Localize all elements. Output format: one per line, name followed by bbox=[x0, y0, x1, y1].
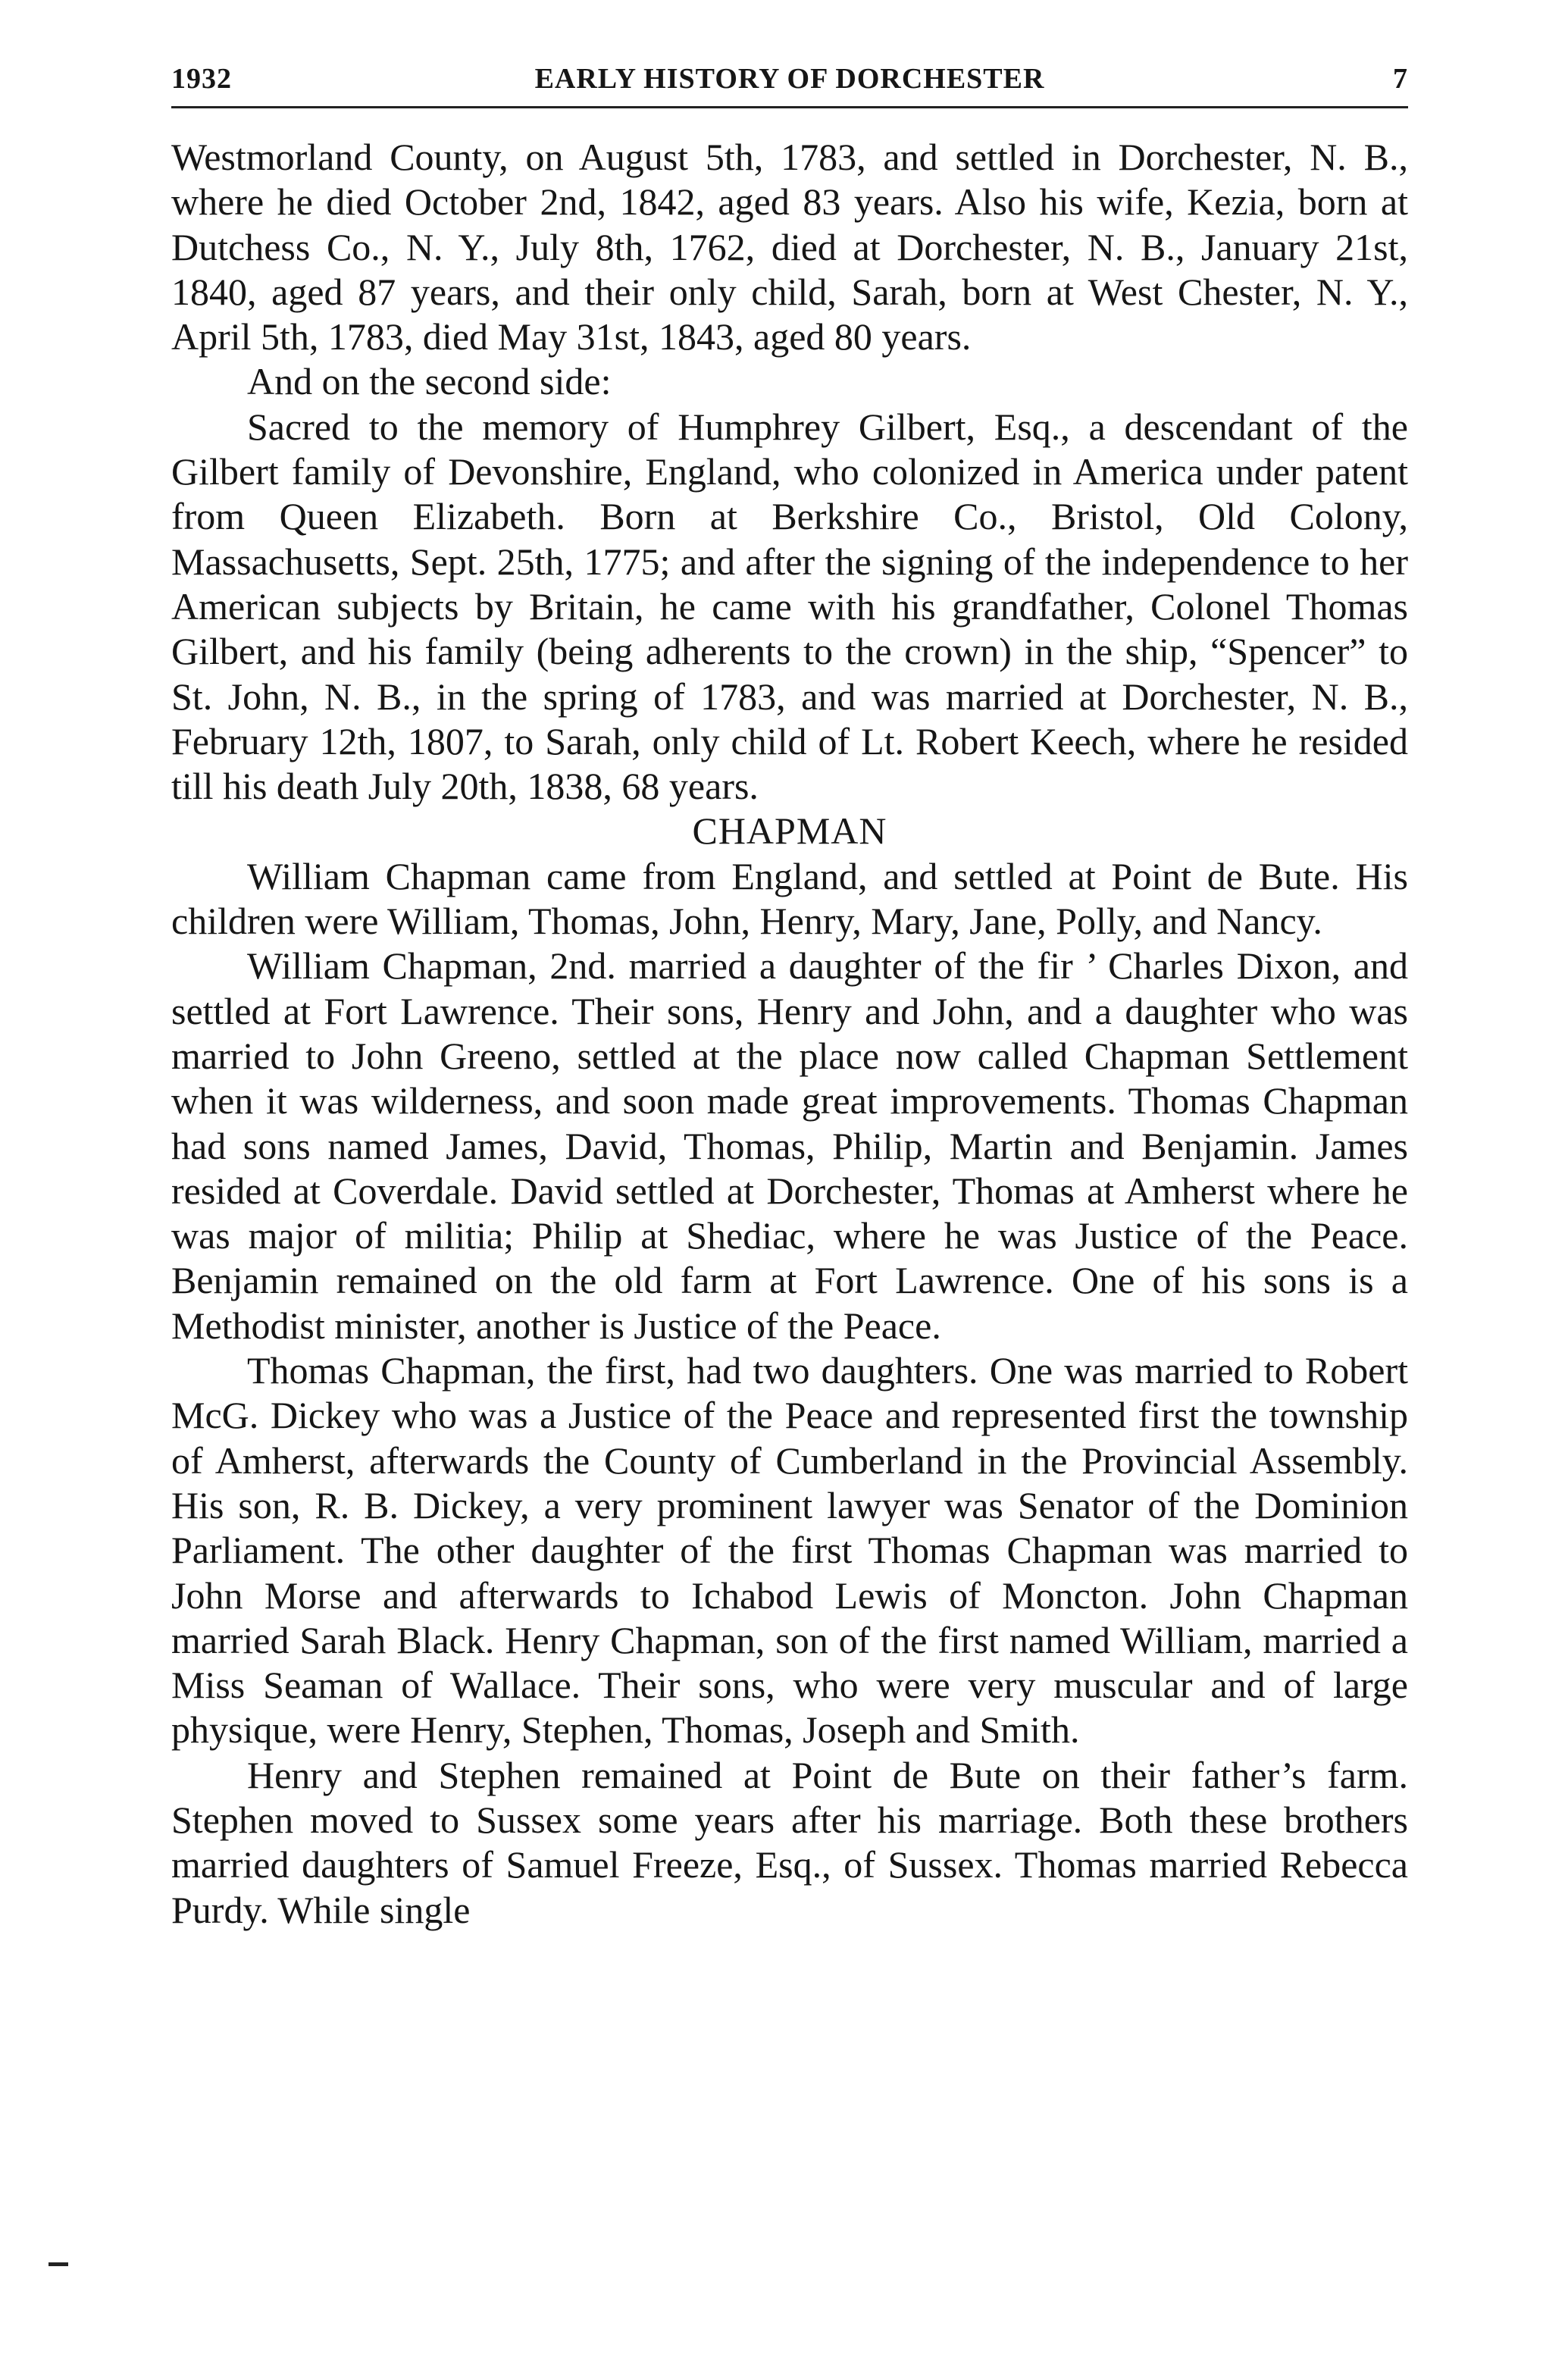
margin-mark bbox=[49, 2262, 68, 2266]
page-number: 7 bbox=[1393, 63, 1408, 95]
paragraph-continued: Westmorland County, on August 5th, 1783, and settled in Dorchester, N. B., where he died October 2nd, 1842, aged 83 years. Also his wife, Kezia, born at Dutchess Co., N. Y., July 8th, 1762, died at Dorchester, N. B., January 21st, 1840, aged 87 years, and their only child, Sarah, born at West Chester, N. Y., April 5th, 1783, died May 31st, 1843, aged 80 years. bbox=[171, 136, 1408, 358]
section-heading: CHAPMAN bbox=[692, 809, 887, 853]
paragraph: And on the second side: bbox=[247, 360, 612, 403]
paragraph: William Chapman came from England, and settled at Point de Bute. His children were William, Thomas, John, Henry, Mary, Jane, Polly, and Nancy. bbox=[171, 854, 1408, 943]
header-year: 1932 bbox=[171, 63, 232, 95]
paragraph: Thomas Chapman, the first, had two daughters. One was married to Robert McG. Dickey who was a Justice of the Peace and represented first the township of Amherst, afterwards the County of Cumberland in the Provincial Assembly. His son, R. B. Dickey, a very prominent lawyer was Senator of the Dominion Parliament. The other daughter of the first Thomas Chapman was married to John Morse and afterwards to Ichabod Lewis of Moncton. John Chapman married Sarah Black. Henry Chapman, son of the first named William, married a Miss Seaman of Wallace. Their sons, who were very muscular and of large physique, were Henry, Stephen, Thomas, Joseph and Smith. bbox=[171, 1349, 1408, 1752]
paragraph: William Chapman, 2nd. married a daughter of the fir ’ Charles Dixon, and settled at Fort Lawrence. Their sons, Henry and John, and a daughter who was married to John Greeno, settled at the place now called Chapman Settlement when it was wilderness, and soon made great improvements. Thomas Chapman had sons named James, David, Thomas, Philip, Martin and Benjamin. James resided at Coverdale. David settled at Dorchester, Thomas at Amherst where he was major of militia; Philip at Shediac, where he was Justice of the Peace. Benjamin remained on the old farm at Fort Lawrence. One of his sons is a Methodist minister, another is Justice of the Peace. bbox=[171, 944, 1408, 1347]
running-header bbox=[171, 59, 1408, 108]
paragraph: Henry and Stephen remained at Point de Bute on their father’s farm. Stephen moved to Sussex some years after his marriage. Both these brothers married daughters of Samuel Freeze, Esq., of Sussex. Thomas married Rebecca Purdy. While single bbox=[171, 1753, 1408, 1931]
paragraph: Sacred to the memory of Humphrey Gilbert, Esq., a descendant of the Gilbert family of Devonshire, England, who colonized in America under patent from Queen Elizabeth. Born at Berkshire Co., Bristol, Old Colony, Massachusetts, Sept. 25th, 1775; and after the signing of the independence to her American subjects by Britain, he came with his grandfather, Colonel Thomas Gilbert, and his family (being adherents to the crown) in the ship, “Spencer” to St. John, N. B., in the spring of 1783, and was married at Dorchester, N. B., February 12th, 1807, to Sarah, only child of Lt. Robert Keech, where he resided till his death July 20th, 1838, 68 years. bbox=[171, 405, 1408, 808]
body-text bbox=[171, 135, 1408, 1933]
header-title: EARLY HISTORY OF DORCHESTER bbox=[534, 63, 1045, 95]
